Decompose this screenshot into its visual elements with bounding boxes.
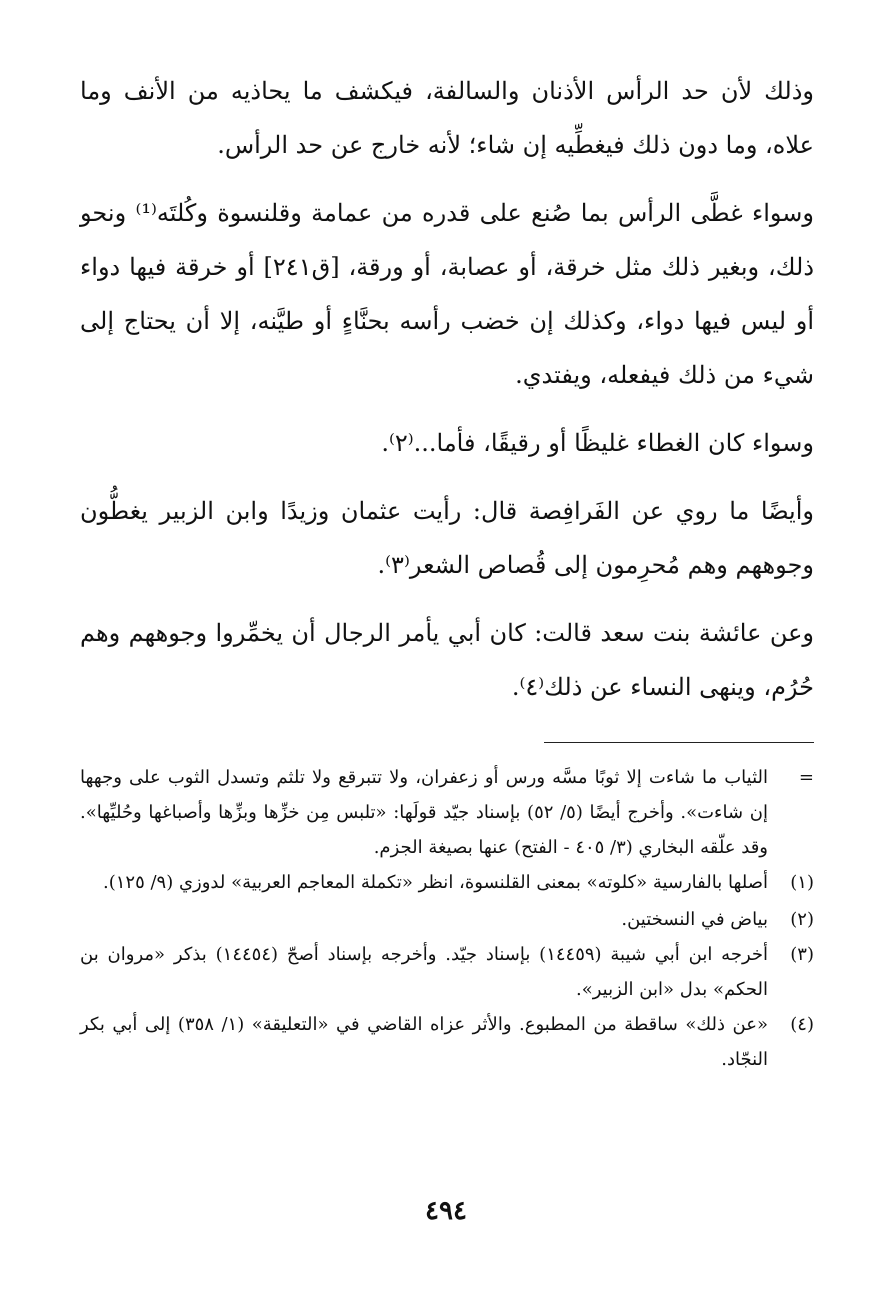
footnote-text: الثياب ما شاءت إلا ثوبًا مسَّه ورس أو زعفران، ولا تتبرقع ولا تلثم وتسدل الثوب على وجهها إن شاءت». وأخرج أيضًا (٥/ ٥٢) بإسناد جيّد قولَها: «تلبس مِن خزِّها وبزِّها وأصباغها وحُليِّها». وقد علّقه البخاري (٣/ ٤٠٥ - الفتح) عنها بصيغة الجزم.	[80, 767, 768, 858]
footnote-2	[80, 902, 814, 937]
footnote-text: أخرجه ابن أبي شيبة (١٤٤٥٩) بإسناد جيّد. وأخرجه بإسناد أصحّ (١٤٤٥٤) بذكر «مروان بن الحكم» بدل «ابن الزبير».	[80, 944, 769, 1000]
main-text	[80, 64, 814, 728]
paragraph: وسواء كان الغطاء غليظًا أو رقيقًا، فأما...⁽٢⁾.	[381, 429, 814, 457]
paragraph: وعن عائشة بنت سعد قالت: كان أبي يأمر الرجال أن يخمِّروا وجوههم وهم حُرُم، وينهى النساء عن ذلك⁽٤⁾.	[80, 619, 814, 701]
paragraph: وسواء غطَّى الرأس بما صُنع على قدره من عمامة وقلنسوة وكُلتَه⁽¹⁾ ونحو ذلك، وبغير ذلك مثل خرقة، أو عصابة، أو ورقة، [ق٢٤١] أو خرقة فيها دواء أو ليس فيها دواء، وكذلك إن خضب رأسه بحنَّاءٍ أو طيَّنه، إلا أن يحتاج إلى شيء من ذلك فيفعله، ويفتدي.	[80, 199, 815, 389]
footnote-marker: (٢)	[790, 909, 814, 930]
footnote-4	[80, 1007, 814, 1077]
page-number: ٤٩٤	[425, 1196, 467, 1226]
paragraph: وذلك لأن حد الرأس الأذنان والسالفة، فيكشف ما يحاذيه من الأنف وما علاه، وما دون ذلك فيغطِّيه إن شاء؛ لأنه خارج عن حد الرأس.	[80, 77, 814, 159]
footnote-text: «عن ذلك» ساقطة من المطبوع. والأثر عزاه القاضي في «التعليقة» (١/ ٣٥٨) إلى أبي بكر النجّاد.	[80, 1014, 768, 1070]
footnote-continuation	[80, 760, 814, 865]
footnote-3	[80, 937, 814, 1007]
paragraph: وأيضًا ما روي عن الفَرافِصة قال: رأيت عثمان وزيدًا وابن الزبير يغطُّون وجوههم وهم مُحرِمون إلى قُصاص الشعر⁽٣⁾.	[80, 497, 814, 579]
footnote-marker: (١)	[790, 872, 814, 893]
footnote-marker: =	[798, 767, 814, 788]
footnotes	[80, 760, 814, 1077]
footnote-marker: (٤)	[790, 1014, 814, 1035]
footnote-text: بياض في النسختين.	[621, 909, 768, 930]
footnote-text: أصلها بالفارسية «كلوته» بمعنى القلنسوة، انظر «تكملة المعاجم العربية» لدوزي (٩/ ١٢٥).	[102, 872, 768, 893]
footnote-marker: (٣)	[790, 944, 814, 965]
footnote-1	[80, 865, 814, 900]
footnote-divider	[544, 742, 814, 743]
